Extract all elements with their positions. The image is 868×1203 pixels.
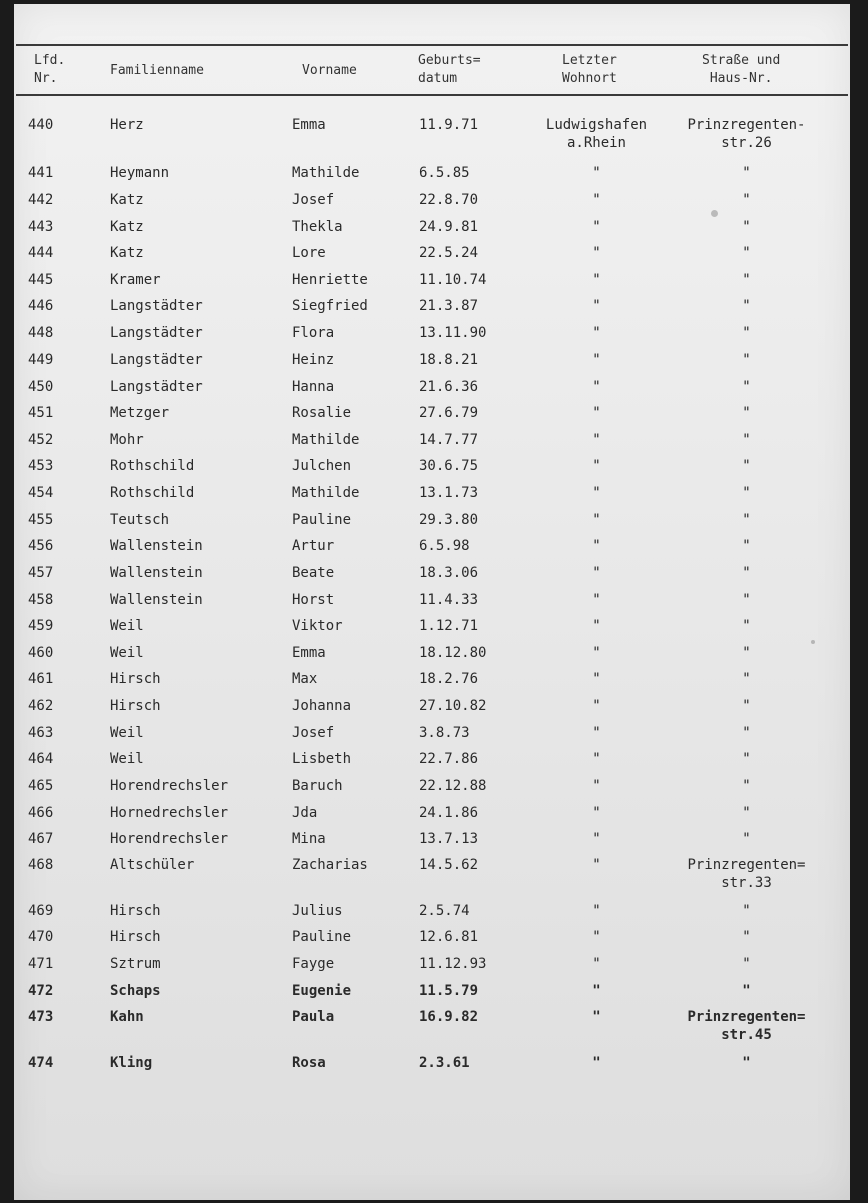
row-geburtsdatum: 16.9.82 bbox=[419, 1009, 479, 1025]
row-wohnort: " bbox=[592, 458, 601, 474]
row-familienname: Metzger bbox=[110, 405, 170, 421]
row-geburtsdatum: 11.5.79 bbox=[419, 983, 479, 999]
row-geburtsdatum: 3.8.73 bbox=[419, 725, 470, 741]
row-familienname: Schaps bbox=[110, 983, 161, 999]
table-row bbox=[14, 670, 850, 696]
table-row bbox=[14, 777, 850, 803]
row-nr: 451 bbox=[28, 405, 54, 421]
row-strasse: " bbox=[742, 778, 751, 794]
row-strasse: " bbox=[742, 485, 751, 501]
row-strasse: " bbox=[742, 903, 751, 919]
row-familienname: Mohr bbox=[110, 432, 144, 448]
row-vorname: Julius bbox=[292, 903, 343, 919]
row-vorname: Lisbeth bbox=[292, 751, 352, 767]
row-nr: 458 bbox=[28, 592, 54, 608]
ink-spot bbox=[711, 210, 718, 217]
row-wohnort: " bbox=[592, 298, 601, 314]
row-familienname: Horendrechsler bbox=[110, 778, 229, 794]
row-geburtsdatum: 6.5.98 bbox=[419, 538, 470, 554]
row-nr: 445 bbox=[28, 272, 54, 288]
table-row bbox=[14, 955, 850, 981]
row-nr: 453 bbox=[28, 458, 54, 474]
table-row bbox=[14, 404, 850, 430]
table-row bbox=[14, 856, 850, 891]
row-vorname: Max bbox=[292, 671, 318, 687]
row-vorname: Mathilde bbox=[292, 165, 360, 181]
row-familienname: Hirsch bbox=[110, 929, 161, 945]
row-nr: 469 bbox=[28, 903, 54, 919]
header-nr: Lfd. Nr. bbox=[34, 53, 66, 86]
row-nr: 472 bbox=[28, 983, 54, 999]
row-nr: 443 bbox=[28, 219, 54, 235]
row-geburtsdatum: 11.10.74 bbox=[419, 272, 487, 288]
row-nr: 470 bbox=[28, 929, 54, 945]
row-geburtsdatum: 21.6.36 bbox=[419, 379, 479, 395]
row-wohnort: " bbox=[592, 245, 601, 261]
row-familienname: Katz bbox=[110, 192, 144, 208]
table-row bbox=[14, 324, 850, 350]
table-row bbox=[14, 724, 850, 750]
row-nr: 460 bbox=[28, 645, 54, 661]
row-familienname: Heymann bbox=[110, 165, 170, 181]
row-strasse: " bbox=[742, 192, 751, 208]
table-row bbox=[14, 982, 850, 1008]
table-row bbox=[14, 830, 850, 856]
header-wohnort: Letzter Wohnort bbox=[562, 53, 617, 86]
row-strasse: " bbox=[742, 379, 751, 395]
table-row bbox=[14, 591, 850, 617]
row-geburtsdatum: 30.6.75 bbox=[419, 458, 479, 474]
row-vorname: Henriette bbox=[292, 272, 368, 288]
row-geburtsdatum: 18.2.76 bbox=[419, 671, 479, 687]
row-nr: 440 bbox=[28, 117, 54, 133]
row-geburtsdatum: 12.6.81 bbox=[419, 929, 479, 945]
row-wohnort: " bbox=[592, 645, 601, 661]
row-vorname: Artur bbox=[292, 538, 335, 554]
row-nr: 463 bbox=[28, 725, 54, 741]
row-familienname: Rothschild bbox=[110, 485, 195, 501]
row-familienname: Sztrum bbox=[110, 956, 161, 972]
row-wohnort: " bbox=[592, 903, 601, 919]
row-vorname: Josef bbox=[292, 725, 335, 741]
row-geburtsdatum: 14.7.77 bbox=[419, 432, 479, 448]
row-nr: 474 bbox=[28, 1055, 54, 1071]
table-row bbox=[14, 378, 850, 404]
table-row bbox=[14, 351, 850, 377]
row-nr: 456 bbox=[28, 538, 54, 554]
row-vorname: Horst bbox=[292, 592, 335, 608]
row-familienname: Weil bbox=[110, 618, 144, 634]
row-geburtsdatum: 18.8.21 bbox=[419, 352, 479, 368]
row-familienname: Hirsch bbox=[110, 698, 161, 714]
header-strasse: Straße und Haus-Nr. bbox=[702, 53, 781, 86]
row-wohnort: " bbox=[592, 778, 601, 794]
row-vorname: Thekla bbox=[292, 219, 343, 235]
row-wohnort: " bbox=[592, 725, 601, 741]
row-familienname: Langstädter bbox=[110, 325, 203, 341]
row-strasse: " bbox=[742, 983, 751, 999]
table-row bbox=[14, 617, 850, 643]
row-familienname: Kahn bbox=[110, 1009, 144, 1025]
row-geburtsdatum: 22.12.88 bbox=[419, 778, 487, 794]
row-nr: 455 bbox=[28, 512, 54, 528]
row-familienname: Herz bbox=[110, 117, 144, 133]
table-row bbox=[14, 564, 850, 590]
document-sheet bbox=[14, 4, 850, 1200]
row-nr: 461 bbox=[28, 671, 54, 687]
row-vorname: Zacharias bbox=[292, 857, 368, 873]
row-wohnort: " bbox=[592, 165, 601, 181]
row-wohnort: " bbox=[592, 857, 601, 873]
row-wohnort: " bbox=[592, 325, 601, 341]
table-row bbox=[14, 457, 850, 483]
row-strasse: " bbox=[742, 405, 751, 421]
row-vorname: Julchen bbox=[292, 458, 352, 474]
row-nr: 465 bbox=[28, 778, 54, 794]
row-strasse: " bbox=[742, 831, 751, 847]
row-wohnort: " bbox=[592, 751, 601, 767]
row-geburtsdatum: 22.7.86 bbox=[419, 751, 479, 767]
row-familienname: Wallenstein bbox=[110, 538, 203, 554]
row-strasse: " bbox=[742, 592, 751, 608]
table-row bbox=[14, 928, 850, 954]
row-familienname: Weil bbox=[110, 751, 144, 767]
row-strasse: " bbox=[742, 956, 751, 972]
row-familienname: Wallenstein bbox=[110, 565, 203, 581]
row-nr: 459 bbox=[28, 618, 54, 634]
row-familienname: Teutsch bbox=[110, 512, 170, 528]
row-strasse: " bbox=[742, 219, 751, 235]
row-wohnort: " bbox=[592, 405, 601, 421]
row-strasse: " bbox=[742, 1055, 751, 1071]
row-vorname: Baruch bbox=[292, 778, 343, 794]
row-geburtsdatum: 2.5.74 bbox=[419, 903, 470, 919]
row-strasse: " bbox=[742, 432, 751, 448]
row-geburtsdatum: 11.4.33 bbox=[419, 592, 479, 608]
table-row bbox=[14, 431, 850, 457]
row-strasse: " bbox=[742, 805, 751, 821]
row-geburtsdatum: 27.6.79 bbox=[419, 405, 479, 421]
table-row bbox=[14, 537, 850, 563]
row-vorname: Fayge bbox=[292, 956, 335, 972]
row-familienname: Hirsch bbox=[110, 903, 161, 919]
row-geburtsdatum: 24.1.86 bbox=[419, 805, 479, 821]
row-vorname: Emma bbox=[292, 117, 326, 133]
row-strasse: " bbox=[742, 618, 751, 634]
row-vorname: Rosa bbox=[292, 1055, 326, 1071]
row-familienname: Katz bbox=[110, 245, 144, 261]
row-geburtsdatum: 1.12.71 bbox=[419, 618, 479, 634]
row-wohnort: " bbox=[592, 1009, 601, 1025]
row-wohnort: " bbox=[592, 1055, 601, 1071]
table-row bbox=[14, 244, 850, 270]
row-nr: 449 bbox=[28, 352, 54, 368]
row-nr: 457 bbox=[28, 565, 54, 581]
row-nr: 471 bbox=[28, 956, 54, 972]
header-vorname: Vorname bbox=[302, 63, 357, 78]
row-vorname: Josef bbox=[292, 192, 335, 208]
row-wohnort: " bbox=[592, 192, 601, 208]
row-strasse: " bbox=[742, 512, 751, 528]
row-wohnort: " bbox=[592, 592, 601, 608]
row-geburtsdatum: 18.3.06 bbox=[419, 565, 479, 581]
row-geburtsdatum: 24.9.81 bbox=[419, 219, 479, 235]
row-geburtsdatum: 29.3.80 bbox=[419, 512, 479, 528]
row-familienname: Hirsch bbox=[110, 671, 161, 687]
row-wohnort: Ludwigshafen a.Rhein bbox=[545, 117, 648, 151]
row-nr: 467 bbox=[28, 831, 54, 847]
row-wohnort: " bbox=[592, 512, 601, 528]
row-strasse: " bbox=[742, 645, 751, 661]
row-wohnort: " bbox=[592, 219, 601, 235]
table-row bbox=[14, 218, 850, 244]
row-wohnort: " bbox=[592, 671, 601, 687]
row-wohnort: " bbox=[592, 618, 601, 634]
row-vorname: Mina bbox=[292, 831, 326, 847]
table-row bbox=[14, 191, 850, 217]
table-row bbox=[14, 804, 850, 830]
row-nr: 448 bbox=[28, 325, 54, 341]
row-strasse: " bbox=[742, 725, 751, 741]
table-row bbox=[14, 1054, 850, 1080]
row-strasse: Prinzregenten= str.45 bbox=[687, 1009, 806, 1043]
header-top-rule bbox=[16, 44, 848, 46]
row-strasse: Prinzregenten- str.26 bbox=[687, 117, 806, 151]
row-familienname: Kling bbox=[110, 1055, 153, 1071]
row-geburtsdatum: 6.5.85 bbox=[419, 165, 470, 181]
row-vorname: Paula bbox=[292, 1009, 335, 1025]
row-strasse: " bbox=[742, 325, 751, 341]
row-strasse: " bbox=[742, 272, 751, 288]
row-geburtsdatum: 21.3.87 bbox=[419, 298, 479, 314]
row-nr: 444 bbox=[28, 245, 54, 261]
row-nr: 462 bbox=[28, 698, 54, 714]
row-geburtsdatum: 13.1.73 bbox=[419, 485, 479, 501]
header-familienname: Familienname bbox=[110, 63, 204, 78]
row-familienname: Weil bbox=[110, 725, 144, 741]
table-row bbox=[14, 697, 850, 723]
row-wohnort: " bbox=[592, 698, 601, 714]
row-geburtsdatum: 2.3.61 bbox=[419, 1055, 470, 1071]
row-vorname: Hanna bbox=[292, 379, 335, 395]
row-geburtsdatum: 18.12.80 bbox=[419, 645, 487, 661]
row-wohnort: " bbox=[592, 831, 601, 847]
table-row bbox=[14, 164, 850, 190]
row-vorname: Pauline bbox=[292, 512, 352, 528]
row-geburtsdatum: 14.5.62 bbox=[419, 857, 479, 873]
row-geburtsdatum: 11.9.71 bbox=[419, 117, 479, 133]
row-familienname: Langstädter bbox=[110, 352, 203, 368]
row-wohnort: " bbox=[592, 956, 601, 972]
row-wohnort: " bbox=[592, 485, 601, 501]
row-geburtsdatum: 11.12.93 bbox=[419, 956, 487, 972]
row-nr: 473 bbox=[28, 1009, 54, 1025]
table-row bbox=[14, 902, 850, 928]
row-wohnort: " bbox=[592, 805, 601, 821]
row-geburtsdatum: 22.8.70 bbox=[419, 192, 479, 208]
row-familienname: Weil bbox=[110, 645, 144, 661]
row-wohnort: " bbox=[592, 272, 601, 288]
row-vorname: Heinz bbox=[292, 352, 335, 368]
row-vorname: Lore bbox=[292, 245, 326, 261]
row-strasse: " bbox=[742, 298, 751, 314]
row-strasse: " bbox=[742, 538, 751, 554]
header-geburtsdatum: Geburts= datum bbox=[418, 53, 481, 86]
row-vorname: Siegfried bbox=[292, 298, 368, 314]
table-row bbox=[14, 116, 850, 151]
row-vorname: Eugenie bbox=[292, 983, 352, 999]
row-nr: 450 bbox=[28, 379, 54, 395]
table-row bbox=[14, 484, 850, 510]
row-wohnort: " bbox=[592, 983, 601, 999]
row-familienname: Kramer bbox=[110, 272, 161, 288]
row-strasse: " bbox=[742, 929, 751, 945]
row-wohnort: " bbox=[592, 379, 601, 395]
row-nr: 452 bbox=[28, 432, 54, 448]
row-wohnort: " bbox=[592, 565, 601, 581]
row-nr: 446 bbox=[28, 298, 54, 314]
row-vorname: Flora bbox=[292, 325, 335, 341]
row-familienname: Rothschild bbox=[110, 458, 195, 474]
table-row bbox=[14, 297, 850, 323]
row-strasse: " bbox=[742, 458, 751, 474]
table-row bbox=[14, 511, 850, 537]
row-vorname: Mathilde bbox=[292, 485, 360, 501]
row-vorname: Rosalie bbox=[292, 405, 352, 421]
row-strasse: " bbox=[742, 698, 751, 714]
row-nr: 442 bbox=[28, 192, 54, 208]
row-vorname: Johanna bbox=[292, 698, 352, 714]
row-familienname: Wallenstein bbox=[110, 592, 203, 608]
row-strasse: " bbox=[742, 565, 751, 581]
row-nr: 466 bbox=[28, 805, 54, 821]
row-vorname: Beate bbox=[292, 565, 335, 581]
row-wohnort: " bbox=[592, 929, 601, 945]
table-row bbox=[14, 1008, 850, 1043]
row-vorname: Jda bbox=[292, 805, 318, 821]
row-familienname: Katz bbox=[110, 219, 144, 235]
row-nr: 464 bbox=[28, 751, 54, 767]
table-row bbox=[14, 271, 850, 297]
row-wohnort: " bbox=[592, 352, 601, 368]
row-familienname: Langstädter bbox=[110, 298, 203, 314]
header-bottom-rule bbox=[16, 94, 848, 96]
row-strasse: Prinzregenten= str.33 bbox=[687, 857, 806, 891]
row-vorname: Viktor bbox=[292, 618, 343, 634]
row-strasse: " bbox=[742, 751, 751, 767]
row-familienname: Horendrechsler bbox=[110, 831, 229, 847]
row-nr: 441 bbox=[28, 165, 54, 181]
row-strasse: " bbox=[742, 165, 751, 181]
row-vorname: Pauline bbox=[292, 929, 352, 945]
row-vorname: Mathilde bbox=[292, 432, 360, 448]
row-wohnort: " bbox=[592, 432, 601, 448]
table-row bbox=[14, 644, 850, 670]
row-strasse: " bbox=[742, 671, 751, 687]
ink-spot bbox=[811, 640, 815, 644]
table-header bbox=[14, 44, 850, 100]
row-geburtsdatum: 27.10.82 bbox=[419, 698, 487, 714]
row-vorname: Emma bbox=[292, 645, 326, 661]
row-geburtsdatum: 22.5.24 bbox=[419, 245, 479, 261]
row-geburtsdatum: 13.7.13 bbox=[419, 831, 479, 847]
row-familienname: Hornedrechsler bbox=[110, 805, 229, 821]
table-row bbox=[14, 750, 850, 776]
row-familienname: Langstädter bbox=[110, 379, 203, 395]
row-geburtsdatum: 13.11.90 bbox=[419, 325, 487, 341]
row-nr: 454 bbox=[28, 485, 54, 501]
row-wohnort: " bbox=[592, 538, 601, 554]
row-strasse: " bbox=[742, 245, 751, 261]
row-strasse: " bbox=[742, 352, 751, 368]
row-nr: 468 bbox=[28, 857, 54, 873]
row-familienname: Altschüler bbox=[110, 857, 195, 873]
